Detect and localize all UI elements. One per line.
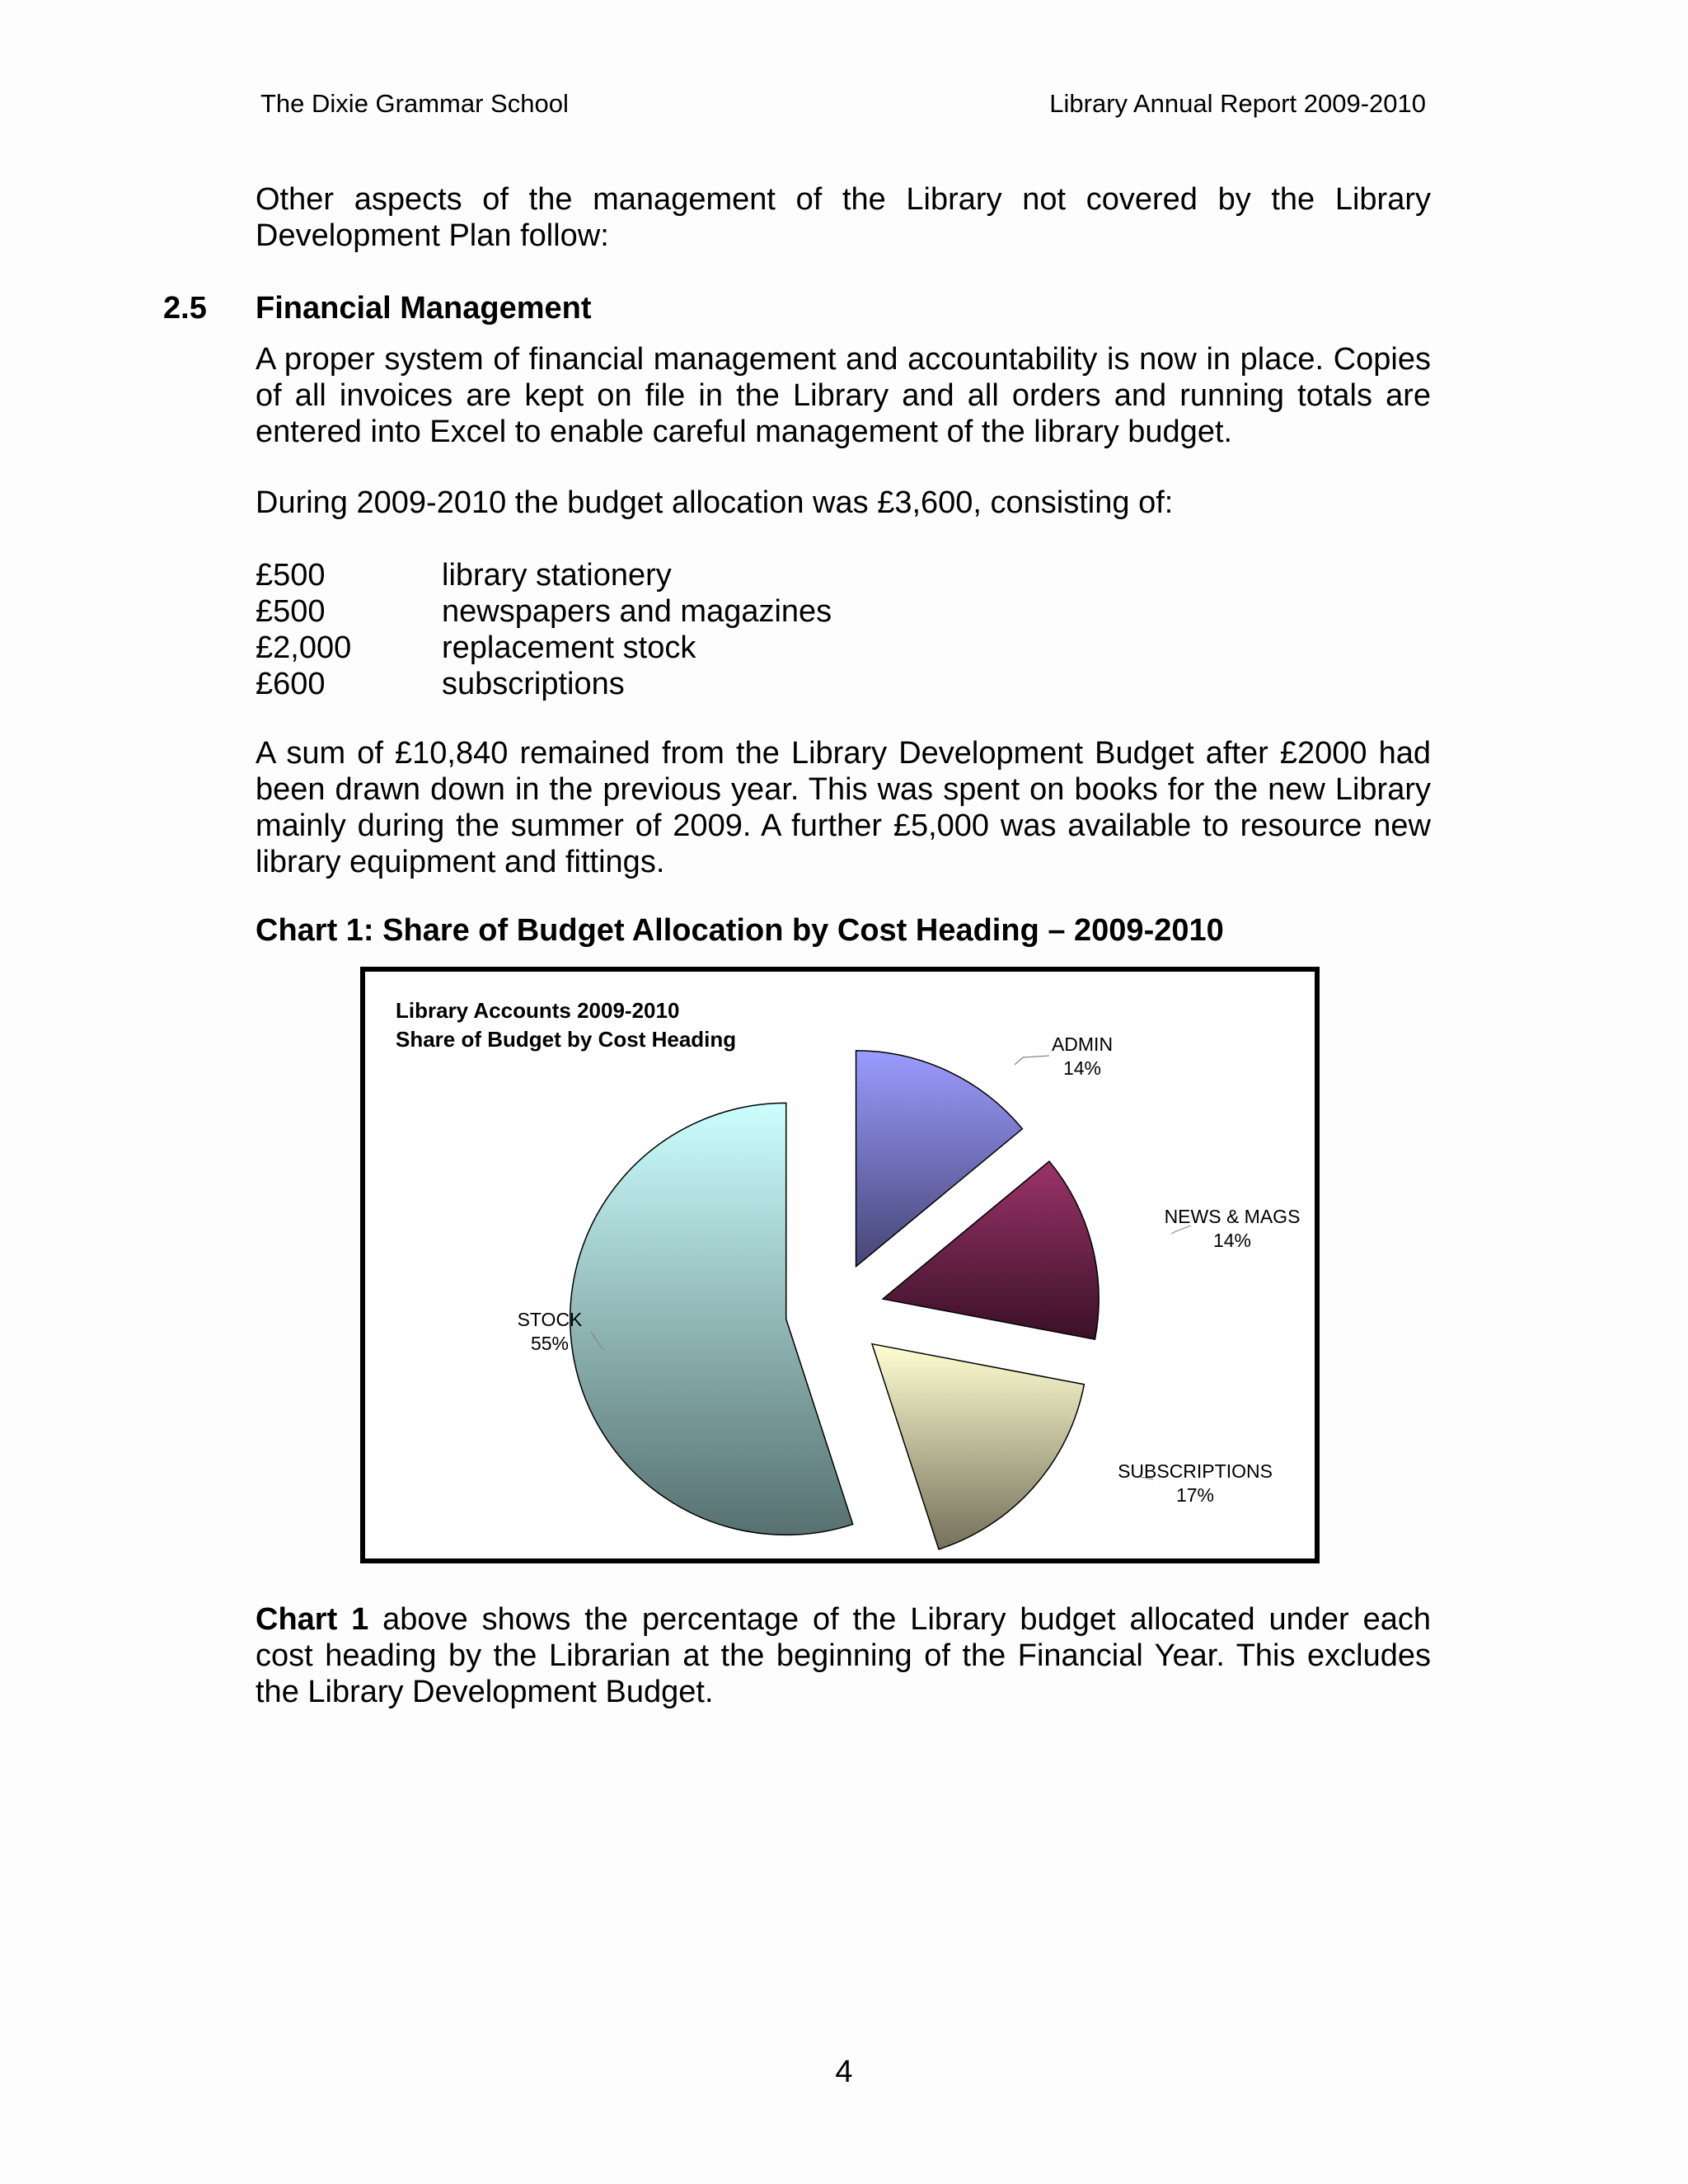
- chart-subtitle: Share of Budget by Cost Heading: [396, 1027, 737, 1052]
- pie-slice-subscriptions: [872, 1344, 1084, 1549]
- allocation-item: replacement stock: [442, 630, 696, 665]
- closing-paragraph: [256, 1601, 1431, 1710]
- allocation-amount: £600: [256, 667, 326, 701]
- closing-text: above shows the percentage of the Library budget allocated under each cost heading by the Librarian at the beginning of the Financial Year. This excludes the Library Development Budget.: [256, 1602, 1431, 1709]
- chart-caption: Chart 1: Share of Budget Allocation by Cost Heading – 2009-2010: [256, 913, 1224, 948]
- financial-paragraph-2: During 2009-2010 the budget allocation was £3,600, consisting of:: [256, 485, 1174, 520]
- pie-chart-frame: [360, 967, 1320, 1563]
- slice-leader-line: [1015, 1056, 1049, 1065]
- slice-percent-label: 14%: [1062, 1057, 1102, 1079]
- slice-percent-label: 17%: [1175, 1484, 1215, 1506]
- slice-percent-label: 55%: [530, 1333, 570, 1354]
- pie-slice-stock: [570, 1103, 853, 1535]
- slice-label: NEWS & MAGS: [1164, 1206, 1301, 1227]
- allocation-amount: £2,000: [256, 630, 352, 665]
- development-budget-paragraph: A sum of £10,840 remained from the Library Development Budget after £2000 had been drawn down in the previous year. This was spent on books for the new Library mainly during the summer of 2009. A further £5,000 was available to resource new library equipment and fittings.: [256, 736, 1431, 879]
- slice-percent-label: 14%: [1212, 1230, 1252, 1251]
- pie-chart: [365, 972, 1315, 1558]
- page-header: [260, 89, 1426, 125]
- slice-label: STOCK: [517, 1309, 583, 1330]
- financial-paragraph-1: A proper system of financial management and accountability is now in place. Copies of all invoices are kept on file in the Library and all orders and running totals are entered into Excel to enable careful management of the library budget.: [256, 342, 1431, 449]
- allocation-amount: £500: [256, 558, 326, 593]
- chart-title: Library Accounts 2009-2010: [396, 998, 680, 1023]
- slice-label: ADMIN: [1051, 1033, 1114, 1055]
- header-school: The Dixie Grammar School: [260, 89, 569, 118]
- section-title: Financial Management: [256, 291, 592, 326]
- section-number: 2.5: [163, 291, 207, 326]
- header-report-title: Library Annual Report 2009-2010: [1049, 89, 1426, 118]
- slice-label: SUBSCRIPTIONS: [1118, 1460, 1273, 1482]
- page-number: 4: [835, 2055, 853, 2089]
- allocation-item: newspapers and magazines: [442, 594, 832, 629]
- allocation-amount: £500: [256, 594, 326, 629]
- allocation-item: subscriptions: [442, 667, 625, 701]
- closing-bold-lead: Chart 1: [256, 1602, 369, 1637]
- intro-paragraph: Other aspects of the management of the Library not covered by the Library Development Plan follow:: [256, 182, 1431, 253]
- allocation-item: library stationery: [442, 558, 672, 593]
